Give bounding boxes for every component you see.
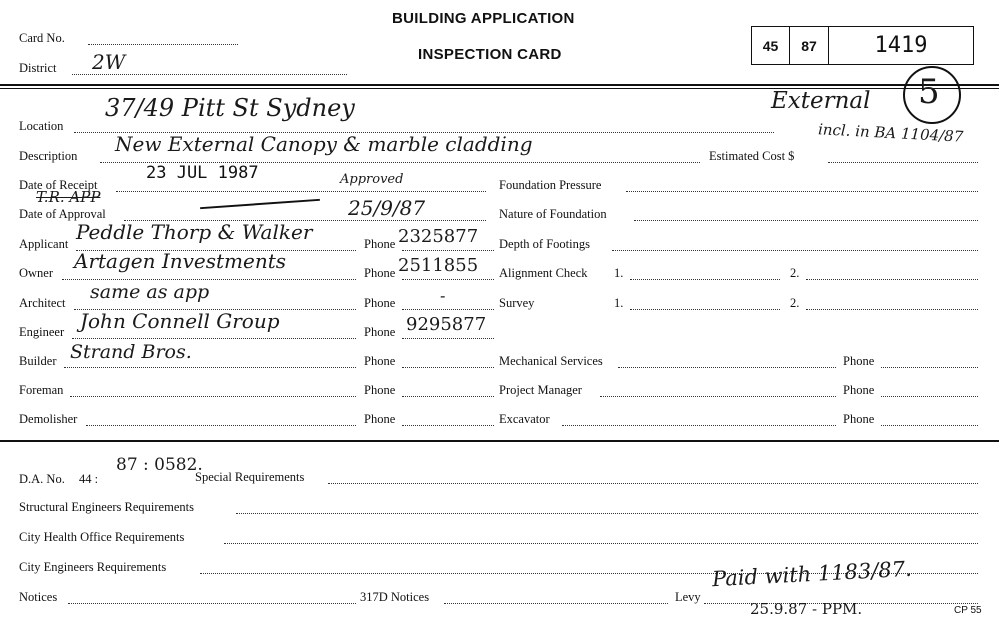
nature-foundation-label: Nature of Foundation: [499, 207, 607, 221]
builder-phone-line: [402, 367, 494, 368]
form-code: CP 55: [954, 605, 982, 616]
notices-317d-label: 317D Notices: [360, 590, 430, 604]
external-note: External: [771, 88, 871, 114]
description-label: Description: [19, 149, 78, 163]
depth-footings-line: [612, 250, 978, 251]
card-box-1: 45: [751, 26, 790, 65]
date-receipt-stamp: 23 JUL 1987: [146, 163, 259, 183]
form-title-line2: INSPECTION CARD: [418, 46, 562, 63]
builder-line: [64, 367, 356, 368]
builder-label: Builder: [19, 354, 57, 368]
structural-line: [236, 513, 978, 514]
alignment-2-label: 2.: [790, 266, 800, 280]
applicant-phone-line: [402, 250, 494, 251]
city-engineers-label: City Engineers Requirements: [19, 560, 167, 574]
owner-phone-label: Phone: [364, 266, 396, 280]
description-value: New External Canopy & marble cladding: [115, 132, 533, 156]
demolisher-phone-label: Phone: [364, 412, 396, 426]
bottom-note: 25.9.87 - PPM.: [750, 600, 863, 618]
foreman-phone-line: [402, 396, 494, 397]
date-approval-struck: T.R. APP: [36, 188, 101, 206]
health-line: [224, 543, 978, 544]
applicant-value: Peddle Thorp & Walker: [76, 220, 313, 244]
notices-label: Notices: [19, 590, 58, 604]
owner-label: Owner: [19, 266, 54, 280]
special-requirements-line: [328, 483, 978, 484]
strike-mark: [200, 199, 320, 209]
foundation-pressure-label: Foundation Pressure: [499, 178, 602, 192]
alignment-2-line: [806, 279, 978, 280]
owner-value: Artagen Investments: [74, 249, 287, 273]
date-receipt-label: Date of Receipt: [19, 178, 98, 192]
demolisher-phone-line: [402, 425, 494, 426]
date-approval-label: Date of Approval: [19, 207, 106, 221]
health-label: City Health Office Requirements: [19, 530, 185, 544]
form-title-line1: BUILDING APPLICATION: [392, 10, 575, 27]
notices-line: [68, 603, 356, 604]
applicant-phone-label: Phone: [364, 237, 396, 251]
foundation-pressure-line: [626, 191, 978, 192]
excavator-line: [562, 425, 836, 426]
engineer-line: [72, 338, 356, 339]
alignment-check-label: Alignment Check: [499, 266, 588, 280]
foreman-phone-label: Phone: [364, 383, 396, 397]
survey-1-line: [630, 309, 780, 310]
foreman-label: Foreman: [19, 383, 64, 397]
survey-2-line: [806, 309, 978, 310]
location-value: 37/49 Pitt St Sydney: [105, 94, 355, 122]
incl-note: incl. in BA 1104/87: [817, 120, 964, 146]
alignment-1-label: 1.: [614, 266, 624, 280]
engineer-phone-label: Phone: [364, 325, 396, 339]
depth-footings-label: Depth of Footings: [499, 237, 590, 251]
applicant-phone: 2325877: [398, 226, 479, 247]
da-no-prefix: 44 :: [79, 472, 99, 486]
special-requirements-label: Special Requirements: [195, 470, 305, 484]
project-manager-label: Project Manager: [499, 383, 582, 397]
mechanical-line: [618, 367, 836, 368]
mechanical-phone-line: [881, 367, 978, 368]
district-line: [72, 74, 347, 75]
survey-2-label: 2.: [790, 296, 800, 310]
structural-label: Structural Engineers Requirements: [19, 500, 194, 514]
engineer-value: John Connell Group: [80, 309, 280, 333]
notices-317d-line: [444, 603, 668, 604]
da-no-label: D.A. No.: [19, 472, 65, 486]
applicant-label: Applicant: [19, 237, 69, 251]
district-value: 2W: [92, 50, 126, 74]
engineer-label: Engineer: [19, 325, 65, 339]
excavator-phone-label: Phone: [843, 412, 875, 426]
foreman-line: [70, 396, 356, 397]
survey-1-label: 1.: [614, 296, 624, 310]
architect-phone-label: Phone: [364, 296, 396, 310]
nature-foundation-line: [634, 220, 978, 221]
card-no-label: Card No.: [19, 31, 65, 45]
top-rule: [0, 84, 999, 86]
builder-phone-label: Phone: [364, 354, 396, 368]
engineer-phone-line: [402, 338, 494, 339]
card-box-number: 1419: [828, 26, 974, 65]
location-label: Location: [19, 119, 64, 133]
middle-rule: [0, 440, 999, 442]
excavator-label: Excavator: [499, 412, 550, 426]
da-no-value: 87 : 0582.: [116, 455, 203, 475]
owner-phone-line: [402, 279, 494, 280]
owner-phone: 2511855: [398, 255, 479, 276]
architect-phone-line: [402, 309, 494, 310]
architect-label: Architect: [19, 296, 66, 310]
excavator-phone-line: [881, 425, 978, 426]
survey-label: Survey: [499, 296, 535, 310]
mechanical-label: Mechanical Services: [499, 354, 603, 368]
project-manager-phone-label: Phone: [843, 383, 875, 397]
builder-value: Strand Bros.: [70, 341, 192, 363]
mechanical-phone-label: Phone: [843, 354, 875, 368]
levy-label: Levy: [675, 590, 701, 604]
date-approval-value: 25/9/87: [348, 196, 426, 220]
demolisher-label: Demolisher: [19, 412, 78, 426]
owner-line: [62, 279, 356, 280]
architect-value: same as app: [90, 281, 210, 303]
card-box-2: 87: [789, 26, 829, 65]
estimated-cost-label: Estimated Cost $: [709, 149, 795, 163]
project-manager-line: [600, 396, 836, 397]
architect-phone: -: [440, 286, 446, 305]
project-manager-phone-line: [881, 396, 978, 397]
engineer-phone: 9295877: [406, 314, 487, 335]
estimated-cost-line: [828, 162, 978, 163]
demolisher-line: [86, 425, 356, 426]
date-receipt-line: [116, 191, 486, 192]
card-no-line: [88, 44, 238, 45]
district-label: District: [19, 61, 57, 75]
levy-value: Paid with 1183/87.: [711, 556, 913, 592]
approved-note: Approved: [340, 172, 404, 187]
circled-number: 5: [918, 72, 940, 112]
alignment-1-line: [630, 279, 780, 280]
